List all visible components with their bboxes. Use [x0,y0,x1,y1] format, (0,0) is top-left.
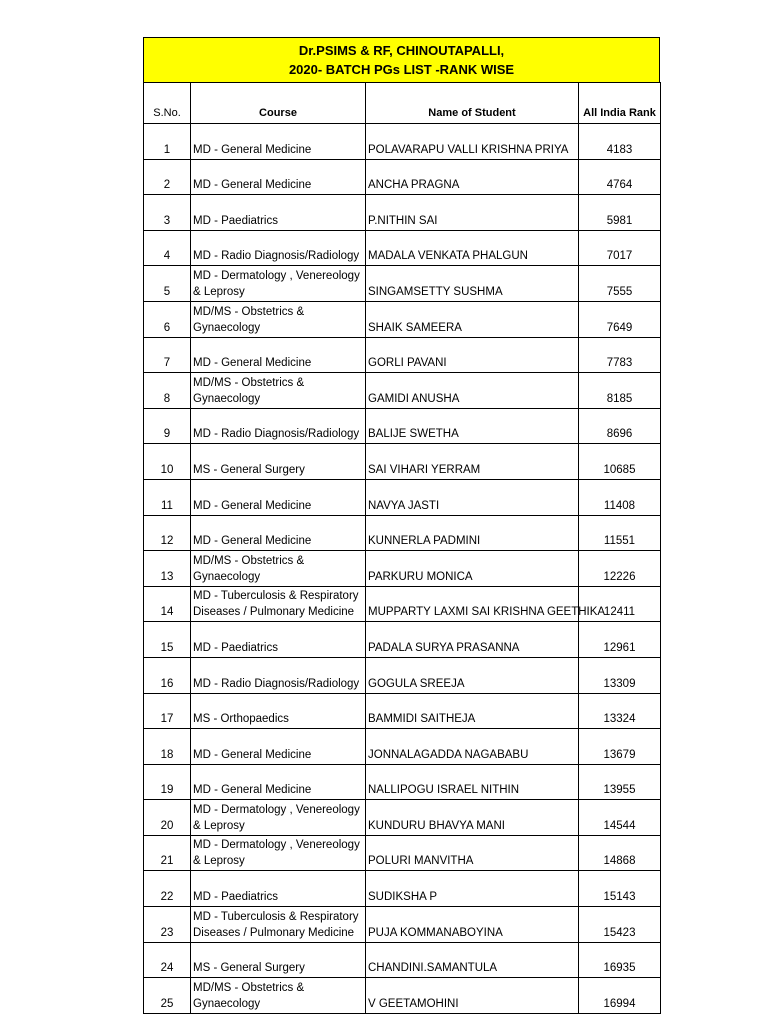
row-sno: 14 [144,586,191,622]
row-sno: 1 [144,124,191,160]
row-course: MD - Dermatology , Venereology & Leprosy [191,266,366,302]
row-rank: 15423 [579,907,661,943]
row-rank: 4764 [579,159,661,195]
row-rank: 15143 [579,871,661,907]
row-rank: 13679 [579,729,661,765]
row-course: MD - Paediatrics [191,195,366,231]
row-student-name: SAI VIHARI YERRAM [366,444,579,480]
row-student-name: PUJA KOMMANABOYINA [366,907,579,943]
row-rank: 13309 [579,657,661,693]
row-student-name: NAVYA JASTI [366,479,579,515]
row-rank: 8185 [579,373,661,409]
row-course: MD - General Medicine [191,764,366,800]
row-sno: 25 [144,978,191,1014]
header-name: Name of Student [366,83,579,124]
row-student-name: SHAIK SAMEERA [366,301,579,337]
row-student-name: JONNALAGADDA NAGABABU [366,729,579,765]
row-sno: 2 [144,159,191,195]
row-rank: 13324 [579,693,661,729]
table-row [144,978,661,1014]
row-sno: 10 [144,444,191,480]
row-sno: 20 [144,800,191,836]
row-student-name: MUPPARTY LAXMI SAI KRISHNA GEETHIKA [366,586,579,622]
row-student-name: POLAVARAPU VALLI KRISHNA PRIYA [366,124,579,160]
row-student-name: BAMMIDI SAITHEJA [366,693,579,729]
table-row [144,800,661,836]
table-row [144,693,661,729]
row-sno: 19 [144,764,191,800]
table-row [144,124,661,160]
row-student-name: GORLI PAVANI [366,337,579,373]
list-title: 2020- BATCH PGs LIST -RANK WISE [288,62,515,77]
row-rank: 14868 [579,835,661,871]
table-row [144,230,661,266]
row-rank: 4183 [579,124,661,160]
row-course: MD - Paediatrics [191,871,366,907]
row-rank: 7649 [579,301,661,337]
row-sno: 15 [144,622,191,658]
table-row [144,373,661,409]
rank-table [143,82,661,1014]
row-student-name: KUNNERLA PADMINI [366,515,579,551]
row-rank: 12411 [579,586,661,622]
row-student-name: CHANDINI.SAMANTULA [366,942,579,978]
row-student-name: V GEETAMOHINI [366,978,579,1014]
header-course: Course [191,83,366,124]
table-row [144,266,661,302]
table-row [144,515,661,551]
row-rank: 8696 [579,408,661,444]
row-sno: 21 [144,835,191,871]
row-course: MD - Dermatology , Venereology & Leprosy [191,800,366,836]
row-rank: 7783 [579,337,661,373]
row-sno: 9 [144,408,191,444]
row-rank: 13955 [579,764,661,800]
row-student-name: SINGAMSETTY SUSHMA [366,266,579,302]
table-row [144,551,661,587]
row-course: MD - General Medicine [191,479,366,515]
table-row [144,301,661,337]
row-sno: 17 [144,693,191,729]
table-row [144,729,661,765]
row-student-name: PARKURU MONICA [366,551,579,587]
table-row [144,479,661,515]
row-course: MD/MS - Obstetrics & Gynaecology [191,373,366,409]
table-row [144,942,661,978]
pg-list-sheet [143,37,660,1014]
row-rank: 16935 [579,942,661,978]
row-rank: 11408 [579,479,661,515]
row-rank: 12226 [579,551,661,587]
row-student-name: GOGULA SREEJA [366,657,579,693]
row-course: MD - General Medicine [191,729,366,765]
table-row [144,871,661,907]
row-rank: 16994 [579,978,661,1014]
row-rank: 7555 [579,266,661,302]
row-course: MD - Dermatology , Venereology & Leprosy [191,835,366,871]
row-sno: 16 [144,657,191,693]
row-rank: 12961 [579,622,661,658]
row-student-name: ANCHA PRAGNA [366,159,579,195]
table-row [144,835,661,871]
header-row [144,83,661,124]
table-row [144,195,661,231]
row-student-name: BALIJE SWETHA [366,408,579,444]
row-sno: 7 [144,337,191,373]
row-rank: 11551 [579,515,661,551]
row-course: MD - Tuberculosis & Respiratory Diseases / Pulmonary Medicine [191,907,366,943]
table-row [144,764,661,800]
row-sno: 3 [144,195,191,231]
table-row [144,907,661,943]
header-rank: All India Rank [579,83,661,124]
row-sno: 13 [144,551,191,587]
header-sno: S.No. [144,83,191,124]
title-banner [143,37,660,82]
row-course: MD - General Medicine [191,515,366,551]
table-row [144,337,661,373]
row-student-name: GAMIDI ANUSHA [366,373,579,409]
row-sno: 12 [144,515,191,551]
row-course: MD/MS - Obstetrics & Gynaecology [191,978,366,1014]
table-row [144,408,661,444]
row-rank: 14544 [579,800,661,836]
row-sno: 22 [144,871,191,907]
row-sno: 8 [144,373,191,409]
row-sno: 11 [144,479,191,515]
row-course: MS - General Surgery [191,444,366,480]
table-row [144,159,661,195]
table-row [144,444,661,480]
institute-title: Dr.PSIMS & RF, CHINOUTAPALLI, [298,43,505,58]
row-student-name: NALLIPOGU ISRAEL NITHIN [366,764,579,800]
row-sno: 18 [144,729,191,765]
row-course: MD/MS - Obstetrics & Gynaecology [191,551,366,587]
row-student-name: SUDIKSHA P [366,871,579,907]
row-student-name: MADALA VENKATA PHALGUN [366,230,579,266]
row-course: MD - General Medicine [191,159,366,195]
row-student-name: POLURI MANVITHA [366,835,579,871]
row-rank: 10685 [579,444,661,480]
row-course: MS - General Surgery [191,942,366,978]
row-course: MD - Radio Diagnosis/Radiology [191,230,366,266]
row-course: MD - Radio Diagnosis/Radiology [191,408,366,444]
table-row [144,622,661,658]
row-sno: 23 [144,907,191,943]
row-sno: 5 [144,266,191,302]
row-student-name: KUNDURU BHAVYA MANI [366,800,579,836]
row-sno: 24 [144,942,191,978]
row-course: MD - Tuberculosis & Respiratory Diseases / Pulmonary Medicine [191,586,366,622]
row-course: MD - General Medicine [191,337,366,373]
row-sno: 4 [144,230,191,266]
row-course: MD - Radio Diagnosis/Radiology [191,657,366,693]
row-rank: 5981 [579,195,661,231]
table-row [144,586,661,622]
row-course: MD/MS - Obstetrics & Gynaecology [191,301,366,337]
row-course: MD - Paediatrics [191,622,366,658]
row-course: MD - General Medicine [191,124,366,160]
row-rank: 7017 [579,230,661,266]
row-course: MS - Orthopaedics [191,693,366,729]
table-row [144,657,661,693]
row-student-name: P.NITHIN SAI [366,195,579,231]
row-student-name: PADALA SURYA PRASANNA [366,622,579,658]
row-sno: 6 [144,301,191,337]
